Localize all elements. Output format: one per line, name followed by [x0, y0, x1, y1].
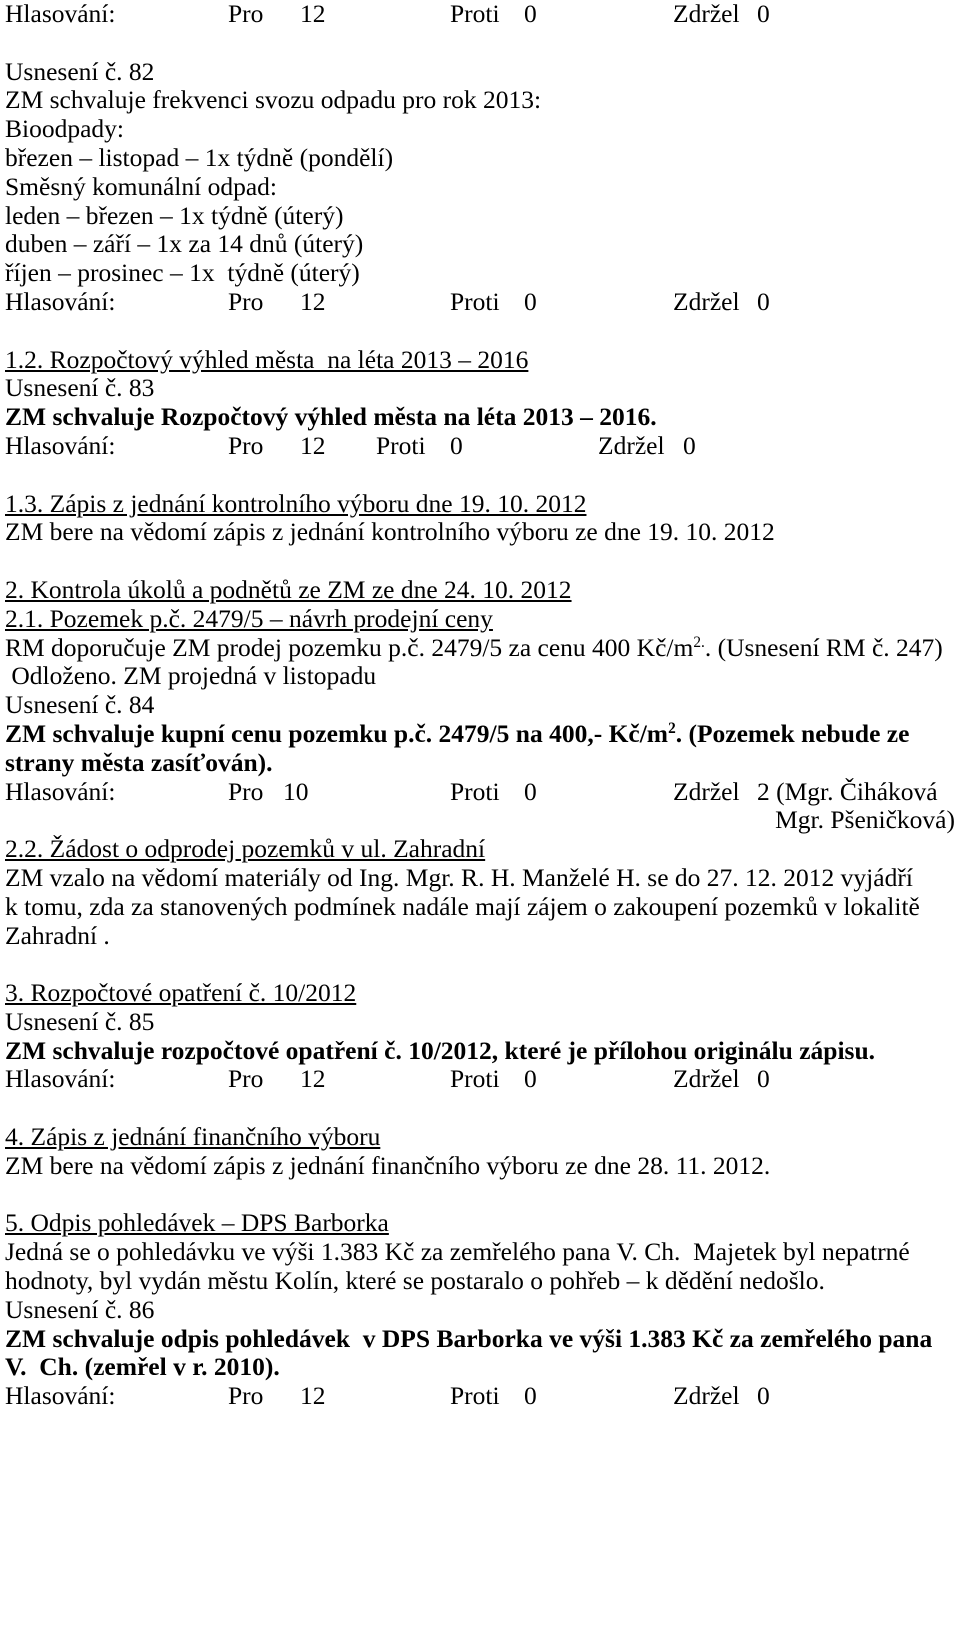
- blank-line: [5, 1181, 955, 1210]
- blank-line: [5, 317, 955, 346]
- section-text: k tomu, zda za stanovených podmínek nadále mají zájem o zakoupení pozemků v lokalitě: [5, 891, 920, 921]
- vote-abstain-count: 0: [757, 1064, 770, 1094]
- vote-abstain-label: Zdržel: [673, 0, 740, 28]
- vote-label: Hlasování:: [5, 1064, 116, 1094]
- vote-abstain-count: 0: [757, 286, 770, 316]
- resolution-number: Usnesení č. 86: [5, 1294, 155, 1324]
- section-heading: 4. Zápis z jednání finančního výboru: [5, 1122, 381, 1152]
- section-heading: 3. Rozpočtové opatření č. 10/2012: [5, 978, 357, 1008]
- mixed-waste-schedule: říjen – prosinec – 1x týdně (úterý): [5, 258, 360, 288]
- section-heading: 1.2. Rozpočtový výhled města na léta 2013 – 2016: [5, 344, 529, 374]
- vote-pro-label: Pro: [228, 1064, 264, 1094]
- vote-abstain-label: Zdržel: [673, 286, 740, 316]
- vote-label: Hlasování:: [5, 776, 116, 806]
- section-text: ZM bere na vědomí zápis z jednání kontrolního výboru ze dne 19. 10. 2012: [5, 517, 775, 547]
- section-heading: 5. Odpis pohledávek – DPS Barborka: [5, 1208, 389, 1238]
- vote-pro-label: Pro: [228, 0, 264, 28]
- mixed-waste-heading: Směsný komunální odpad:: [5, 171, 277, 201]
- vote-row: [5, 432, 955, 461]
- blank-line: [5, 29, 955, 58]
- vote-proti-count: 0: [524, 0, 537, 28]
- vote-abstain-count: 0: [757, 0, 770, 28]
- blank-line: [5, 950, 955, 979]
- vote-abstain-label: Zdržel: [673, 1381, 740, 1411]
- postponed-note: Odloženo. ZM projedná v listopadu: [5, 661, 377, 691]
- vote-row: [5, 778, 955, 807]
- resolution-text: [5, 720, 955, 749]
- vote-proti-label: Proti: [450, 0, 500, 28]
- section-heading: 2. Kontrola úkolů a podnětů ze ZM ze dne 24. 10. 2012: [5, 574, 572, 604]
- vote-label: Hlasování:: [5, 1381, 116, 1411]
- subsection-heading: 2.2. Žádost o odprodej pozemků v ul. Zahradní: [5, 834, 486, 864]
- resolution-text: ZM schvaluje rozpočtové opatření č. 10/2012, které je přílohou originálu zápisu.: [5, 1035, 876, 1065]
- vote-pro-count: 12: [300, 0, 326, 28]
- resolution-superscript: 2: [668, 719, 676, 737]
- recommendation-text: RM doporučuje ZM prodej pozemku p.č. 2479/5 za cenu 400 Kč/m: [5, 632, 694, 662]
- resolution-text: ZM schvaluje odpis pohledávek v DPS Barborka ve výši 1.383 Kč za zemřelého pana: [5, 1323, 933, 1353]
- blank-line: [5, 461, 955, 490]
- section-heading: 1.3. Zápis z jednání kontrolního výboru dne 19. 10. 2012: [5, 488, 587, 518]
- council-recommendation: [5, 634, 955, 663]
- vote-label: Hlasování:: [5, 286, 116, 316]
- vote-proti-label: Proti: [450, 286, 500, 316]
- section-text: ZM vzalo na vědomí materiály od Ing. Mgr. R. H. Manželé H. se do 27. 12. 2012 vyjádří: [5, 862, 913, 892]
- vote-row: [5, 288, 955, 317]
- vote-pro-label: Pro: [228, 286, 264, 316]
- vote-proti-label: Proti: [450, 1064, 500, 1094]
- bio-waste-schedule: březen – listopad – 1x týdně (pondělí): [5, 142, 394, 172]
- vote-label: Hlasování:: [5, 430, 116, 460]
- section-text: ZM bere na vědomí zápis z jednání finančního výboru ze dne 28. 11. 2012.: [5, 1150, 771, 1180]
- bio-waste-heading: Bioodpady:: [5, 114, 124, 144]
- vote-abstain-count: 2 (Mgr. Čiháková: [757, 776, 938, 806]
- vote-abstain-continued: Mgr. Pšeničková): [775, 805, 955, 835]
- vote-proti-label: Proti: [376, 430, 426, 460]
- resolution-text: ZM schvaluje Rozpočtový výhled města na léta 2013 – 2016.: [5, 402, 657, 432]
- vote-abstain-count: 0: [757, 1381, 770, 1411]
- vote-proti-label: Proti: [450, 1381, 500, 1411]
- vote-pro-label: Pro: [228, 430, 264, 460]
- vote-pro-label: Pro: [228, 776, 264, 806]
- resolution-number: Usnesení č. 84: [5, 690, 155, 720]
- minutes-document: [5, 0, 955, 1411]
- vote-row: [5, 1382, 955, 1411]
- vote-pro-count: 12: [300, 286, 326, 316]
- section-text: Zahradní .: [5, 920, 110, 950]
- vote-abstain-count: 0: [683, 430, 696, 460]
- vote-pro-count: 10: [283, 776, 309, 806]
- vote-abstain-label: Zdržel: [598, 430, 665, 460]
- resolution-number: Usnesení č. 82: [5, 56, 155, 86]
- resolution-text-tail: . (Pozemek nebude ze: [675, 718, 910, 748]
- vote-row: [5, 1065, 955, 1094]
- recommendation-superscript: 2.: [693, 633, 705, 651]
- section-text: hodnoty, byl vydán městu Kolín, které se postaralo o pohřeb – k dědění nedošlo.: [5, 1266, 825, 1296]
- blank-line: [5, 1094, 955, 1123]
- vote-proti-label: Proti: [450, 776, 500, 806]
- vote-proti-count: 0: [524, 1381, 537, 1411]
- resolution-text-continued: strany města zasíťován).: [5, 747, 273, 777]
- vote-proti-count: 0: [524, 286, 537, 316]
- vote-proti-count: 0: [450, 430, 463, 460]
- vote-pro-label: Pro: [228, 1381, 264, 1411]
- vote-row: [5, 0, 955, 29]
- resolution-text: ZM schvaluje frekvenci svozu odpadu pro rok 2013:: [5, 85, 542, 115]
- blank-line: [5, 547, 955, 576]
- resolution-text-main: ZM schvaluje kupní cenu pozemku p.č. 2479/5 na 400,- Kč/m: [5, 718, 669, 748]
- vote-proti-count: 0: [524, 776, 537, 806]
- vote-abstain-label: Zdržel: [673, 776, 740, 806]
- mixed-waste-schedule: leden – březen – 1x týdně (úterý): [5, 200, 344, 230]
- subsection-heading: 2.1. Pozemek p.č. 2479/5 – návrh prodejní ceny: [5, 603, 493, 633]
- vote-proti-count: 0: [524, 1064, 537, 1094]
- resolution-number: Usnesení č. 83: [5, 373, 155, 403]
- vote-abstain-label: Zdržel: [673, 1064, 740, 1094]
- vote-pro-count: 12: [300, 1064, 326, 1094]
- vote-pro-count: 12: [300, 430, 326, 460]
- recommendation-tail: . (Usnesení RM č. 247): [704, 632, 943, 662]
- resolution-number: Usnesení č. 85: [5, 1006, 155, 1036]
- section-text: Jedná se o pohledávku ve výši 1.383 Kč za zemřelého pana V. Ch. Majetek byl nepatrné: [5, 1237, 910, 1267]
- vote-label: Hlasování:: [5, 0, 116, 28]
- mixed-waste-schedule: duben – září – 1x za 14 dnů (úterý): [5, 229, 364, 259]
- resolution-text-continued: V. Ch. (zemřel v r. 2010).: [5, 1352, 280, 1382]
- vote-pro-count: 12: [300, 1381, 326, 1411]
